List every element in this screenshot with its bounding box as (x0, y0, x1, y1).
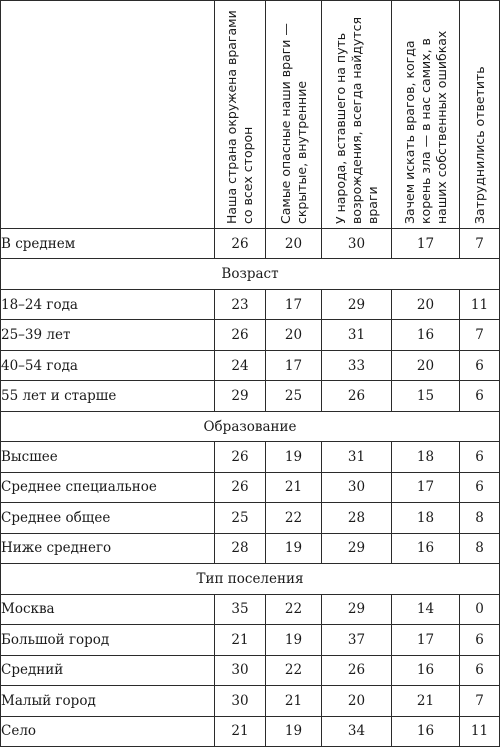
table-row (1, 594, 500, 624)
cell-value: 16 (392, 655, 460, 685)
section-header-row (1, 564, 500, 594)
table-row (1, 503, 500, 533)
cell-value: 29 (215, 381, 266, 411)
column-header (392, 1, 460, 229)
row-label: Среднее специальное (1, 472, 215, 502)
column-header (215, 1, 266, 229)
table-row (1, 716, 500, 747)
row-label: Большой город (1, 625, 215, 655)
cell-value: 16 (392, 533, 460, 563)
cell-value: 24 (215, 350, 266, 380)
row-label: Ниже среднего (1, 533, 215, 563)
cell-value: 11 (460, 716, 500, 747)
cell-value: 20 (266, 320, 322, 350)
cell-value: 17 (392, 229, 460, 259)
cell-value: 6 (460, 655, 500, 685)
cell-value: 18 (392, 503, 460, 533)
cell-value: 30 (322, 472, 392, 502)
cell-value: 30 (215, 655, 266, 685)
cell-value: 33 (322, 350, 392, 380)
section-title: Образование (1, 411, 500, 441)
column-header-text: Самые опасные наши враги — скрытые, внутренние (277, 22, 309, 224)
cell-value: 6 (460, 381, 500, 411)
column-header-text: У народа, вставшего на путь возрождения, всегда найдутся враги (332, 16, 380, 224)
cell-value: 17 (266, 289, 322, 319)
cell-value: 0 (460, 594, 500, 624)
cell-value: 25 (266, 381, 322, 411)
cell-value: 26 (215, 320, 266, 350)
cell-value: 28 (215, 533, 266, 563)
column-header (322, 1, 392, 229)
cell-value: 20 (322, 686, 392, 716)
column-header-text: Затруднились ответить (471, 65, 487, 224)
cell-value: 19 (266, 716, 322, 747)
cell-value: 21 (266, 472, 322, 502)
cell-value: 6 (460, 625, 500, 655)
column-header (460, 1, 500, 229)
row-label: Москва (1, 594, 215, 624)
cell-value: 8 (460, 503, 500, 533)
section-header-row (1, 411, 500, 441)
cell-value: 30 (322, 229, 392, 259)
cell-value: 26 (322, 655, 392, 685)
header-corner (1, 1, 215, 229)
table-row (1, 655, 500, 685)
cell-value: 21 (392, 686, 460, 716)
cell-value: 37 (322, 625, 392, 655)
cell-value: 21 (215, 716, 266, 747)
row-label: 55 лет и старше (1, 381, 215, 411)
cell-value: 17 (266, 350, 322, 380)
cell-value: 15 (392, 381, 460, 411)
cell-value: 20 (392, 350, 460, 380)
cell-value: 34 (322, 716, 392, 747)
row-label: 18–24 года (1, 289, 215, 319)
table-row (1, 381, 500, 411)
cell-value: 21 (266, 686, 322, 716)
cell-value: 22 (266, 503, 322, 533)
row-label: Село (1, 716, 215, 747)
cell-value: 6 (460, 442, 500, 472)
cell-value: 26 (215, 229, 266, 259)
cell-value: 28 (322, 503, 392, 533)
cell-value: 18 (392, 442, 460, 472)
cell-value: 6 (460, 472, 500, 502)
cell-value: 20 (266, 229, 322, 259)
cell-value: 31 (322, 442, 392, 472)
cell-value: 16 (392, 320, 460, 350)
row-label: В среднем (1, 229, 215, 259)
section-header-row (1, 259, 500, 289)
row-label: 25–39 лет (1, 320, 215, 350)
cell-value: 26 (215, 472, 266, 502)
table-row (1, 625, 500, 655)
cell-value: 17 (392, 625, 460, 655)
table-row (1, 442, 500, 472)
cell-value: 29 (322, 594, 392, 624)
cell-value: 22 (266, 594, 322, 624)
cell-value: 14 (392, 594, 460, 624)
cell-value: 19 (266, 533, 322, 563)
column-header-text: Зачем искать врагов, когда корень зла — в нас самих, в наших собственных ошибках (401, 30, 449, 224)
column-header-text: Наша страна окружена врагами со всех сторон (224, 9, 255, 224)
row-label: Высшее (1, 442, 215, 472)
section-title: Тип поселения (1, 564, 500, 594)
cell-value: 19 (266, 442, 322, 472)
cell-value: 22 (266, 655, 322, 685)
cell-value: 8 (460, 533, 500, 563)
row-label: Среднее общее (1, 503, 215, 533)
cell-value: 20 (392, 289, 460, 319)
cell-value: 21 (215, 625, 266, 655)
cell-value: 16 (392, 716, 460, 747)
cell-value: 17 (392, 472, 460, 502)
cell-value: 7 (460, 229, 500, 259)
cell-value: 7 (460, 320, 500, 350)
cell-value: 29 (322, 289, 392, 319)
row-label: Средний (1, 655, 215, 685)
average-row (1, 229, 500, 259)
cell-value: 26 (215, 442, 266, 472)
cell-value: 30 (215, 686, 266, 716)
cell-value: 7 (460, 686, 500, 716)
table-row (1, 289, 500, 319)
section-title: Возраст (1, 259, 500, 289)
table-row (1, 350, 500, 380)
cell-value: 11 (460, 289, 500, 319)
column-header (266, 1, 322, 229)
row-label: 40–54 года (1, 350, 215, 380)
cell-value: 25 (215, 503, 266, 533)
cell-value: 31 (322, 320, 392, 350)
header-row (1, 1, 500, 229)
table-row (1, 320, 500, 350)
cell-value: 23 (215, 289, 266, 319)
cell-value: 35 (215, 594, 266, 624)
table-row (1, 533, 500, 563)
table-row (1, 472, 500, 502)
table-row (1, 686, 500, 716)
cell-value: 29 (322, 533, 392, 563)
cell-value: 26 (322, 381, 392, 411)
cell-value: 6 (460, 350, 500, 380)
cell-value: 19 (266, 625, 322, 655)
row-label: Малый город (1, 686, 215, 716)
